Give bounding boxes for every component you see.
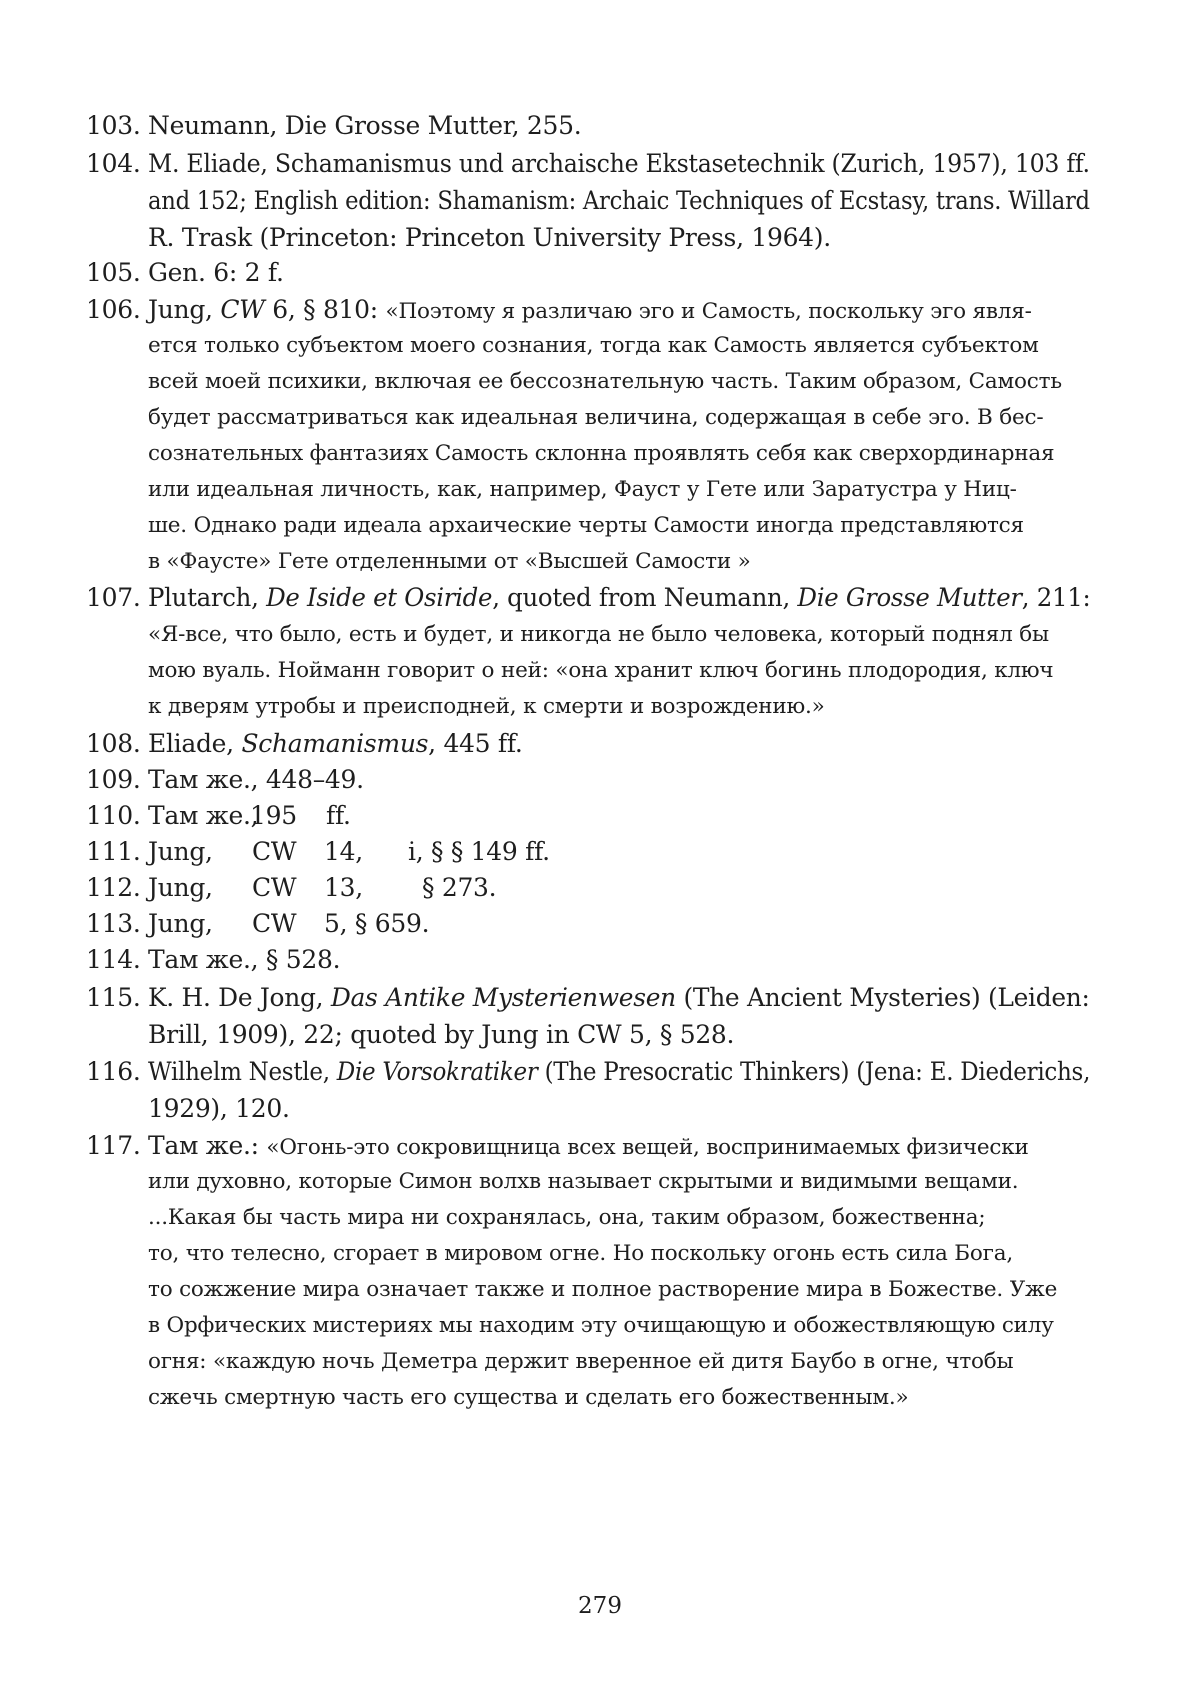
note-cell: CW [252,873,297,902]
note-line: Neumann, Die Grosse Mutter, 255. [148,111,582,140]
note-text: 6, § 810: [264,295,386,324]
note-text-italic: De Iside et Osiride [266,583,493,612]
note-number: 114. [86,945,141,974]
note-line: Brill, 1909), 22; quoted by Jung in CW 5, § 528. [148,1020,735,1049]
note-line: «Я-все, что было, есть и будет, и никогда не было человека, который поднял бы [148,622,1049,647]
note-number: 112. [86,873,141,902]
note-line [148,978,1090,1018]
note-text: (The Presocratic Thinkers) (Jena: E. Diederichs, [537,1057,1091,1086]
note-line: Gen. 6: 2 f. [148,258,284,287]
note-number: 108. [86,729,141,758]
note-line: сжечь смертную часть его существа и сделать его божественным.» [148,1385,909,1410]
note-cell: ff. [326,801,351,830]
note-cell: CW [252,837,297,866]
note-cell: 195 [250,801,297,830]
note-line: Там же., § 528. [148,945,341,974]
note-cell: CW [252,909,297,938]
note-cell: Там же., [148,801,259,830]
note-line [148,578,1090,618]
note-line: and 152; English edition: Shamanism: Archaic Techniques of Ecstasy, trans. Willard [148,186,1090,215]
note-number: 105. [86,258,141,287]
note-line: огня: «каждую ночь Деметра держит вверенное ей дитя Баубо в огне, чтобы [148,1349,1014,1374]
note-number: 116. [86,1057,141,1086]
note-cell: 14, [324,837,363,866]
note-text: , quoted from Neumann, [492,583,798,612]
note-line: или идеальная личность, как, например, Фауст у Гете или Заратустра у Ниц- [148,477,1017,502]
note-line: M. Eliade, Schamanismus und archaische Ekstasetechnik (Zurich, 1957), 103 ff. [148,149,1090,178]
note-text: , 445 ff. [428,729,523,758]
note-text: (The Ancient Mysteries) (Leiden: [675,983,1090,1012]
note-cell: Jung, [148,909,213,938]
note-number: 107. [86,583,141,612]
note-line: то, что телесно, сгорает в мировом огне. Но поскольку огонь есть сила Бога, [148,1241,1013,1266]
note-text-italic: Die Grosse Mutter [797,583,1022,612]
note-number: 115. [86,983,141,1012]
note-line: Там же., 448–49. [148,765,364,794]
note-line [148,724,523,764]
note-number: 106. [86,295,141,324]
note-cell: 5, § 659. [324,909,430,938]
note-number: 104. [86,149,141,178]
note-text: K. H. De Jong, [148,983,331,1012]
note-cell: i, § § 149 ff. [408,837,550,866]
note-line: сознательных фантазиях Самость склонна проявлять себя как сверхординарная [148,441,1055,466]
page-number: 279 [578,1593,622,1619]
note-text: Eliade, [148,729,242,758]
note-number: 113. [86,909,141,938]
note-text-italic: Das Antike Mysterienwesen [330,983,676,1012]
note-text-cyrillic: «Поэтому я различаю эго и Самость, поскольку эго явля- [385,299,1032,324]
note-line: в Орфических мистериях мы находим эту очищающую и обожествляющую силу [148,1313,1054,1338]
note-line: всей моей психики, включая ее бессознательную часть. Таким образом, Самость [148,369,1062,394]
note-cell: Jung, [148,837,213,866]
note-line: к дверям утробы и преисподней, к смерти и возрождению.» [148,694,825,719]
note-text: Jung, [148,295,221,324]
note-line: будет рассматриваться как идеальная величина, содержащая в себе эго. В бес- [148,405,1044,430]
note-line [148,1052,1090,1092]
note-line: 1929), 120. [148,1094,290,1123]
note-number: 110. [86,801,141,830]
note-line: ше. Однако ради идеала архаические черты Самости иногда представляются [148,513,1024,538]
note-text: Там же.: [148,1131,267,1160]
note-number: 111. [86,837,141,866]
note-number: 117. [86,1131,141,1160]
note-text-italic: Schamanismus [241,729,429,758]
note-line: то сожжение мира означает также и полное растворение мира в Божестве. Уже [148,1277,1058,1302]
note-line: ...Какая бы часть мира ни сохранялась, она, таким образом, божественна; [148,1205,986,1230]
note-text-italic: CW [220,295,265,324]
note-text: , 211: [1021,583,1091,612]
note-line: мою вуаль. Нойманн говорит о ней: «она хранит ключ богинь плодородия, ключ [148,658,1054,683]
note-number: 109. [86,765,141,794]
note-text-italic: Die Vorsokratiker [336,1057,538,1086]
note-cell: Jung, [148,873,213,902]
note-cell: 13, [324,873,363,902]
note-line: или духовно, которые Симон волхв называет скрытыми и видимыми вещами. [148,1169,1019,1194]
note-line: ется только субъектом моего сознания, тогда как Самость является субъектом [148,333,1039,358]
note-text: Wilhelm Nestle, [148,1057,337,1086]
note-line: в «Фаусте» Гете отделенными от «Высшей Самости » [148,549,751,574]
note-text-cyrillic: «Огонь-это сокровищница всех вещей, воспринимаемых физически [266,1135,1029,1160]
note-line: R. Trask (Princeton: Princeton University Press, 1964). [148,223,831,252]
note-number: 103. [86,111,141,140]
note-cell: § 273. [422,873,497,902]
note-text: Plutarch, [148,583,267,612]
